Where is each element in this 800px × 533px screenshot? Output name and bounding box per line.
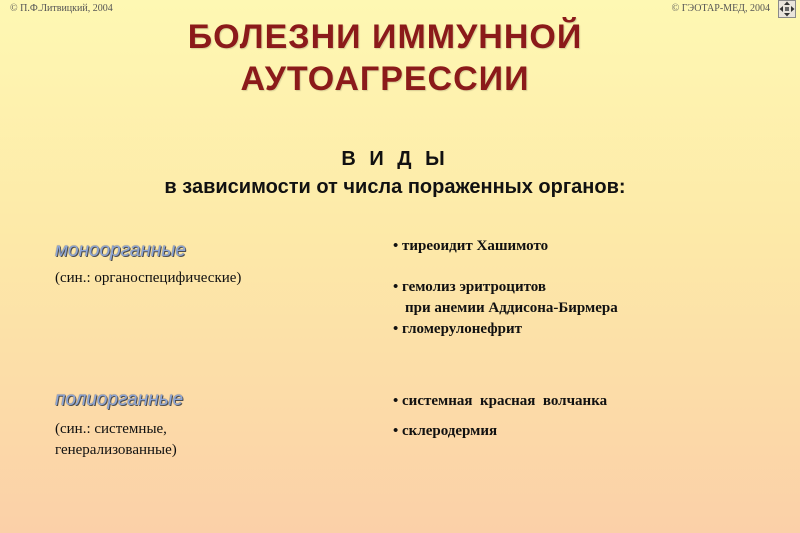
example-text: гломерулонефрит	[402, 321, 522, 337]
example-text: тиреоидит Хашимото	[402, 238, 549, 254]
title-line-2: АУТОАГРЕССИИ	[240, 60, 530, 98]
list-item	[393, 391, 607, 411]
example-continuation: при анемии Аддисона-Бирмера	[405, 300, 618, 316]
copyright-author: © П.Ф.Литвицкий, 2004	[10, 3, 113, 14]
list-item	[393, 277, 546, 297]
copyright-publisher: © ГЭОТАР-МЕД, 2004	[671, 3, 770, 14]
category-poly-synonym-1: (син.: системные,	[55, 421, 167, 437]
bullet-marker: •	[393, 393, 399, 409]
title-line-1: БОЛЕЗНИ ИММУННОЙ	[187, 18, 583, 56]
list-item	[393, 236, 548, 256]
category-mono-name: моноорганные	[55, 240, 186, 261]
bullet-marker: •	[393, 423, 399, 439]
bullet-marker: •	[393, 279, 399, 295]
bullet-marker: •	[393, 238, 399, 254]
example-text: гемолиз эритроцитов	[402, 279, 546, 295]
bullet-marker: •	[393, 321, 399, 337]
category-mono-synonym: (син.: органоспецифические)	[55, 270, 242, 286]
example-text: системная красная волчанка	[402, 393, 608, 409]
category-poly-name: полиорганные	[55, 389, 184, 410]
four-arrows-navigation-icon[interactable]	[778, 0, 796, 18]
list-item	[393, 319, 522, 339]
subtitle-criterion: в зависимости от числа пораженных органов:	[164, 176, 626, 198]
example-text: склеродермия	[402, 423, 498, 439]
category-poly-synonym-2: генерализованные)	[55, 442, 177, 458]
list-item	[393, 421, 497, 441]
subtitle-types: В И Д Ы	[341, 148, 449, 170]
